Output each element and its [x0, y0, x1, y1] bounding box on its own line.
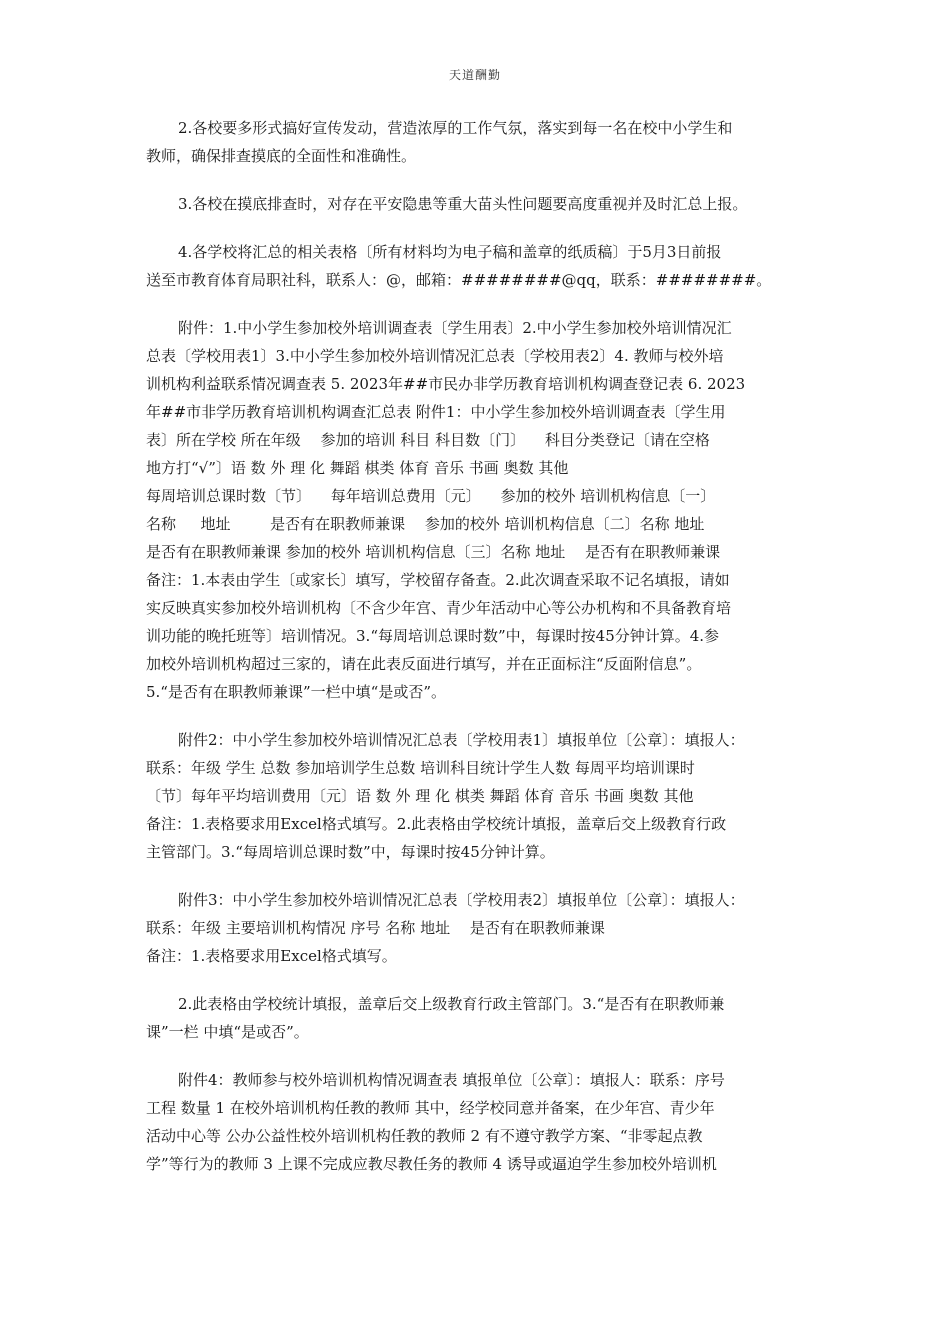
text-line: 〔节〕每年平均培训费用〔元〕语 数 外 理 化 棋类 舞蹈 体育 音乐 书画 奥数 其他: [146, 787, 694, 805]
text-line: 活动中心等 公办公益性校外培训机构任教的教师 2 有不遵守教学方案、“非零起点教: [146, 1127, 703, 1145]
text-line: 地方打“√”〕语 数 外 理 化 舞蹈 棋类 体育 音乐 书画 奥数 其他: [146, 459, 569, 477]
text-line: 表〕所在学校 所在年级 参加的培训 科目 科目数〔门〕 科目分类登记〔请在空格: [146, 431, 710, 449]
text-line: 训功能的晚托班等〕培训情况。3.“每周培训总课时数”中，每课时按45分钟计算。4.参: [146, 627, 720, 645]
paragraph-attachment-3-notes: [146, 990, 818, 1046]
text-line: 送至市教育体育局职社科，联系人：@，邮箱：########@qq，联系：########。: [146, 271, 772, 289]
paragraph-attachment-4: [146, 1066, 818, 1178]
paragraph-attachment-3: [146, 886, 818, 970]
paragraph-attachment-2: [146, 726, 818, 866]
text-line: 备注：1.表格要求用Excel格式填写。: [146, 947, 397, 965]
text-line: 主管部门。3.“每周培训总课时数”中，每课时按45分钟计算。: [146, 843, 555, 861]
paragraph-submission: [146, 238, 818, 294]
text-line: 2.各校要多形式搞好宣传发动，营造浓厚的工作气氛，落实到每一名在校中小学生和: [178, 119, 733, 137]
text-line: 实反映真实参加校外培训机构〔不含少年宫、青少年活动中心等公办机构和不具备教育培: [146, 599, 732, 617]
text-line: 备注：1.本表由学生〔或家长〕填写，学校留存备查。2.此次调查采取不记名填报，请如: [146, 571, 730, 589]
text-line: 备注：1.表格要求用Excel格式填写。2.此表格由学校统计填报，盖章后交上级教育行政: [146, 815, 727, 833]
paragraph-publicity: [146, 114, 818, 170]
paragraph-attachment-1: [146, 314, 818, 706]
text-line: 总表〔学校用表1〕3.中小学生参加校外培训情况汇总表〔学校用表2〕4. 教师与校外培: [146, 347, 724, 365]
text-line: 名称 地址 是否有在职教师兼课 参加的校外 培训机构信息〔二〕名称 地址: [146, 515, 705, 533]
text-line: 2.此表格由学校统计填报，盖章后交上级教育行政主管部门。3.“是否有在职教师兼: [178, 995, 725, 1013]
text-line: 3.各校在摸底排查时，对存在平安隐患等重大苗头性问题要高度重视并及时汇总上报。: [178, 195, 748, 213]
text-line: 附件3：中小学生参加校外培训情况汇总表〔学校用表2〕填报单位〔公章〕：填报人：: [178, 891, 745, 909]
text-line: 年##市非学历教育培训机构调查汇总表 附件1：中小学生参加校外培训调查表〔学生用: [146, 403, 726, 421]
paragraph-hazard-report: [146, 190, 818, 218]
text-line: 是否有在职教师兼课 参加的校外 培训机构信息〔三〕名称 地址 是否有在职教师兼课: [146, 543, 721, 561]
text-line: 训机构利益联系情况调查表 5. 2023年##市民办非学历教育培训机构调查登记表 6. 2023: [146, 375, 746, 393]
text-line: 工程 数量 1 在校外培训机构任教的教师 其中，经学校同意并备案，在少年宫、青少年: [146, 1099, 715, 1117]
text-line: 附件：1.中小学生参加校外培训调查表〔学生用表〕2.中小学生参加校外培训情况汇: [178, 319, 732, 337]
text-line: 附件2：中小学生参加校外培训情况汇总表〔学校用表1〕填报单位〔公章〕：填报人：: [178, 731, 745, 749]
text-line: 加校外培训机构超过三家的，请在此表反面进行填写，并在正面标注“反面附信息”。: [146, 655, 702, 673]
text-line: 5.“是否有在职教师兼课”一栏中填“是或否”。: [146, 683, 446, 701]
text-line: 附件4：教师参与校外培训机构情况调查表 填报单位〔公章〕：填报人：联系：序号: [178, 1071, 725, 1089]
document-body: [146, 114, 818, 1198]
text-line: 联系：年级 主要培训机构情况 序号 名称 地址 是否有在职教师兼课: [146, 919, 605, 937]
text-line: 4.各学校将汇总的相关表格〔所有材料均为电子稿和盖章的纸质稿〕于5月3日前报: [178, 243, 722, 261]
text-line: 教师，确保排查摸底的全面性和准确性。: [146, 147, 417, 165]
text-line: 每周培训总课时数〔节〕 每年培训总费用〔元〕 参加的校外 培训机构信息〔一〕: [146, 487, 716, 505]
text-line: 联系：年级 学生 总数 参加培训学生总数 培训科目统计学生人数 每周平均培训课时: [146, 759, 695, 777]
text-line: 课”一栏 中填“是或否”。: [146, 1023, 309, 1041]
text-line: 学”等行为的教师 3 上课不完成应教尽教任务的教师 4 诱导或逼迫学生参加校外培训机: [146, 1155, 717, 1173]
page-header: 天道酬勤: [448, 68, 501, 82]
